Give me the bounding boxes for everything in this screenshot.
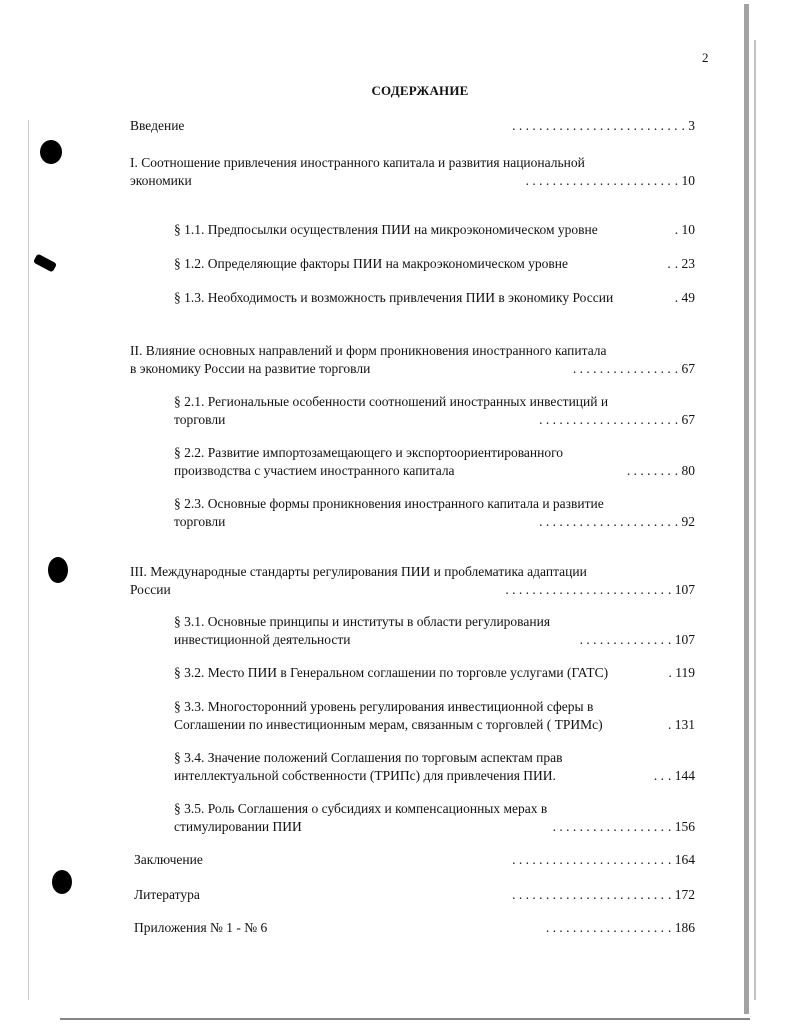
toc-entry — [130, 563, 695, 599]
toc-entry — [174, 289, 695, 307]
toc-entry-title: § 1.1. Предпосылки осуществления ПИИ на микроэкономическом уровне — [174, 222, 598, 237]
toc-entry — [174, 613, 695, 649]
toc-entry — [174, 664, 695, 682]
toc-entry — [130, 117, 695, 135]
toc-entry-page: . 67 — [674, 361, 695, 376]
toc-entry-title: § 2.2. Развитие импортозамещающего и экспортоориентированного — [174, 445, 564, 460]
toc-entry-title-cont: в экономику России на развитие торговли — [130, 361, 371, 376]
toc-entry-page: . 23 — [674, 256, 695, 271]
toc-entry-page: . 10 — [674, 173, 695, 188]
toc-entry-page: . 172 — [668, 887, 695, 902]
toc-entry-title: § 3.3. Многосторонний уровень регулирования инвестиционной сферы в — [174, 699, 594, 714]
page-number: 2 — [702, 50, 709, 65]
toc-entry-title: § 2.1. Региональные особенности соотношений иностранных инвестиций и — [174, 394, 609, 409]
toc-entry-title-cont: Соглашении по инвестиционным мерам, связанным с торговлей ( ТРИМс) — [174, 717, 603, 732]
leader-dots: . . . . . . . — [626, 463, 671, 478]
toc-entry — [134, 919, 695, 937]
toc-entry-page: . 119 — [668, 665, 695, 680]
toc-entry — [174, 749, 695, 785]
scan-edge — [28, 120, 29, 1000]
leader-dots: . . . . . . . . . . . . . . . . . . . . — [539, 412, 671, 427]
toc-entry-title-cont: торговли — [174, 412, 226, 427]
toc-entry-page: . 131 — [668, 717, 695, 732]
leader-dots: . . . . . . . . . . . . . . . . . . . . . . — [525, 173, 671, 188]
scan-edge — [60, 1018, 750, 1020]
toc-title: СОДЕРЖАНИЕ — [371, 83, 469, 98]
leader-dots: . . . . . . . . . . . . . . . . . . . . . . . . — [505, 582, 664, 597]
scan-edge — [754, 40, 756, 1000]
toc-entry-title: § 1.3. Необходимость и возможность привлечения ПИИ в экономику России — [174, 290, 614, 305]
toc-entry — [174, 255, 695, 273]
toc-entry — [134, 851, 695, 869]
toc-entry-title: III. Международные стандарты регулирования ПИИ и проблематика адаптации — [130, 564, 587, 579]
toc-entry-title-cont: экономики — [130, 173, 192, 188]
toc-entry-title: I. Соотношение привлечения иностранного капитала и развития национальной — [130, 155, 585, 170]
toc-entry — [134, 886, 695, 904]
leader-dots: . . . . . . . . . . . . . . . . . . — [545, 920, 664, 935]
toc-entry-title: § 2.3. Основные формы проникновения иностранного капитала и развитие — [174, 496, 604, 511]
toc-entry — [174, 698, 695, 734]
toc-entry-page: . 80 — [674, 463, 695, 478]
toc-entry-title: § 3.5. Роль Соглашения о субсидиях и компенсационных мерах в — [174, 801, 548, 816]
toc-entry-title-cont: торговли — [174, 514, 226, 529]
toc-entry — [174, 221, 695, 239]
toc-entry-title-cont: России — [130, 582, 171, 597]
toc-entry — [174, 444, 695, 480]
scan-mark — [33, 253, 57, 272]
toc-entry-page: . 186 — [668, 920, 695, 935]
toc-entry-title: II. Влияние основных направлений и форм проникновения иностранного капитала — [130, 343, 607, 358]
toc-entry-page: . 107 — [668, 632, 695, 647]
leader-dots: . . . . . . . . . . . . . . . . . . . . — [539, 514, 671, 529]
toc-entry-title: Литература — [134, 887, 200, 902]
leader-dots: . — [667, 256, 671, 271]
toc-entry-page: . 10 — [674, 222, 695, 237]
leader-dots: . . . . . . . . . . . . . . . . . . . . . . . — [512, 887, 664, 902]
toc-entry-title: § 3.1. Основные принципы и институты в области регулирования — [174, 614, 551, 629]
toc-entry-page: . 144 — [668, 768, 695, 783]
toc-entry-page: . 92 — [674, 514, 695, 529]
toc-entry-title: § 1.2. Определяющие факторы ПИИ на макроэкономическом уровне — [174, 256, 568, 271]
toc-entry — [174, 495, 695, 531]
toc-entry — [174, 800, 695, 836]
toc-entry-page: . 3 — [681, 118, 695, 133]
toc-entry-page: . 156 — [668, 819, 695, 834]
toc-entry-title-cont: инвестиционной деятельности — [174, 632, 351, 647]
toc-entry-title: Введение — [130, 118, 185, 133]
toc-entry-title-cont: стимулировании ПИИ — [174, 819, 302, 834]
toc-entry-title: § 3.2. Место ПИИ в Генеральном соглашении по торговле услугами (ГАТС) — [174, 665, 609, 680]
leader-dots: . . . . . . . . . . . . . . . . . — [552, 819, 664, 834]
punch-hole — [48, 557, 68, 583]
toc-entry-page: . 107 — [668, 582, 695, 597]
scan-edge — [744, 4, 749, 1014]
toc-entry-title: Приложения № 1 - № 6 — [134, 920, 268, 935]
toc-entry — [174, 393, 695, 429]
toc-entry-title-cont: интеллектуальной собственности (ТРИПс) для привлечения ПИИ. — [174, 768, 556, 783]
leader-dots: . . . . . . . . . . . . . . . — [572, 361, 671, 376]
leader-dots: . . — [653, 768, 664, 783]
toc-entry-title: § 3.4. Значение положений Соглашения по торговым аспектам прав — [174, 750, 563, 765]
toc-entry-page: . 67 — [674, 412, 695, 427]
leader-dots: . . . . . . . . . . . . . — [579, 632, 664, 647]
leader-dots: . . . . . . . . . . . . . . . . . . . . . . . — [512, 852, 664, 867]
toc-entry-page: . 164 — [668, 852, 695, 867]
toc-entry-page: . 49 — [674, 290, 695, 305]
leader-dots: . . . . . . . . . . . . . . . . . . . . . . . . . — [512, 118, 678, 133]
toc-entry-title-cont: производства с участием иностранного капитала — [174, 463, 455, 478]
toc-entry — [130, 342, 695, 378]
toc-entry-title: Заключение — [134, 852, 203, 867]
punch-hole — [52, 870, 72, 894]
punch-hole — [40, 140, 62, 164]
toc-entry — [130, 154, 695, 190]
